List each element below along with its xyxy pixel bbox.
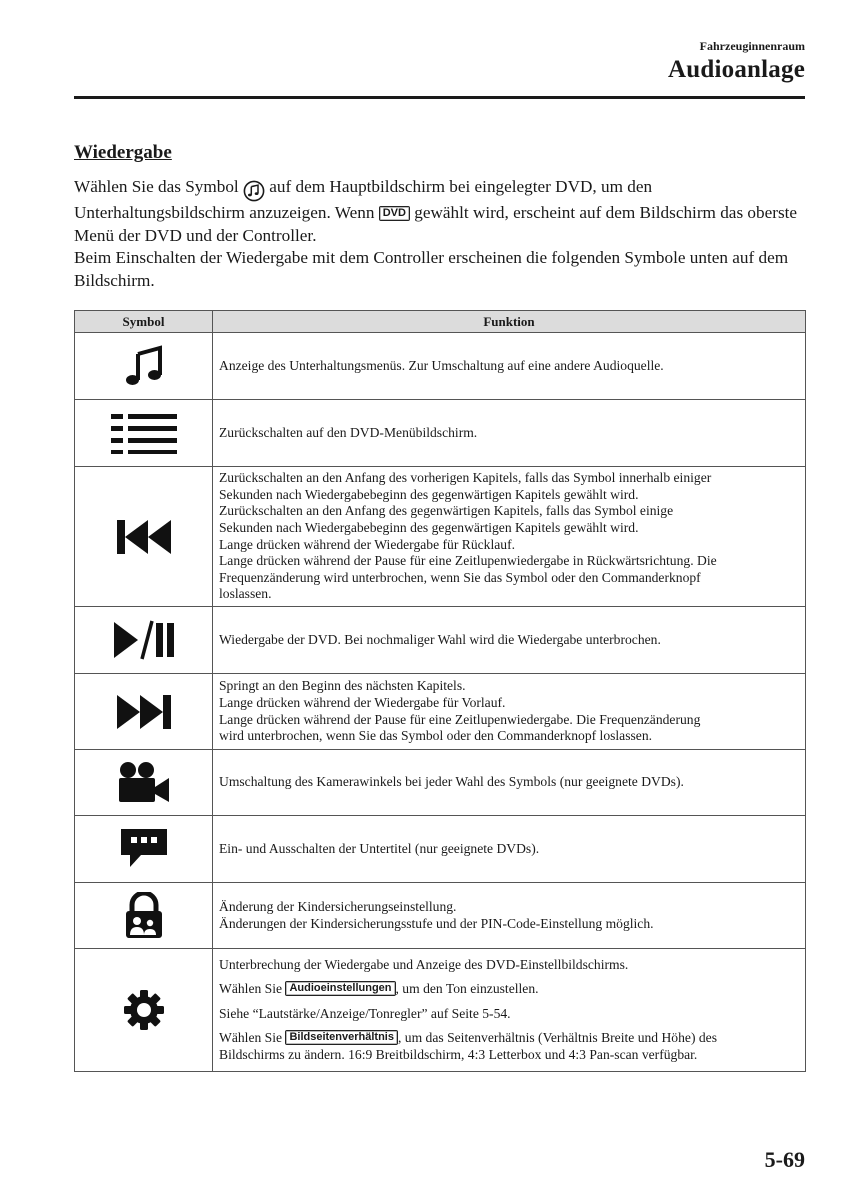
table-row <box>75 333 806 400</box>
function-line: Lange drücken während der Pause für eine Zeitlupenwiedergabe in Rückwärtsrichtung. Die <box>219 553 717 569</box>
settings-line-5: Bildschirms zu ändern. 16:9 Breitbildschirm, 4:3 Letterbox und 4:3 Pan-scan verfügbar. <box>219 1046 698 1062</box>
page-title: Audioanlage <box>668 56 805 83</box>
function-line: Zurückschalten an den Anfang des gegenwärtigen Kapitels, falls das Symbol einige <box>219 503 674 519</box>
music-note-icon <box>122 357 166 372</box>
table-header-row <box>75 311 806 333</box>
table-row <box>75 750 806 816</box>
audio-settings-button-label: Audioeinstellungen <box>285 981 395 996</box>
settings-line-3: Siehe “Lautstärke/Anzeige/Tonregler” auf Seite 5-54. <box>219 1005 511 1021</box>
intro-text-part: gewählt wird, erscheint auf dem Bildschirm das oberste Menü der DVD und der Controller. <box>74 203 798 245</box>
function-line: Wiedergabe der DVD. Bei nochmaliger Wahl wird die Wiedergabe unterbrochen. <box>219 631 661 647</box>
gear-icon <box>122 1001 166 1016</box>
function-text <box>213 400 806 467</box>
section-heading: Wiedergabe <box>74 142 172 163</box>
function-line: Ein- und Ausschalten der Untertitel (nur geeignete DVDs). <box>219 840 540 856</box>
function-line: Sekunden nach Wiedergabebeginn des gegenwärtigen Kapitels gewählt wird. <box>219 519 639 535</box>
table-row <box>75 883 806 949</box>
table-row <box>75 674 806 750</box>
aspect-ratio-button-label: Bildseitenverhältnis <box>285 1030 398 1045</box>
header-divider <box>74 96 805 99</box>
function-line: Sekunden nach Wiedergabebeginn des gegenwärtigen Kapitels gewählt wird. <box>219 486 639 502</box>
text-part: , um den Ton einzustellen. <box>395 981 539 997</box>
symbol-function-table <box>74 310 806 1072</box>
intro-paragraph-1 <box>74 176 809 247</box>
dvd-button-label: DVD <box>379 206 410 221</box>
function-line: wird unterbrochen, wenn Sie das Symbol oder den Commanderknopf loslassen. <box>219 728 653 744</box>
function-line: Änderung der Kindersicherungseinstellung. <box>219 898 457 914</box>
list-menu-icon <box>109 424 179 439</box>
function-line: Umschaltung des Kamerawinkels bei jeder Wahl des Symbols (nur geeignete DVDs). <box>219 774 684 790</box>
settings-line-4 <box>219 1030 799 1047</box>
table-row <box>75 400 806 467</box>
intro-paragraph-2: Beim Einschalten der Wiedergabe mit dem Controller erscheinen die folgenden Symbole unten auf dem Bildschirm. <box>74 248 789 290</box>
column-header-symbol: Symbol <box>75 311 213 333</box>
function-line: Änderungen der Kindersicherungsstufe und der PIN-Code-Einstellung möglich. <box>219 915 654 931</box>
table-row <box>75 949 806 1072</box>
subtitle-icon <box>119 840 169 855</box>
table-row <box>75 467 806 607</box>
function-line: Zurückschalten an den Anfang des vorherigen Kapitels, falls das Symbol innerhalb einiger <box>219 470 712 486</box>
camera-angle-icon <box>116 774 172 789</box>
text-part: Wählen Sie <box>219 981 286 997</box>
table-row <box>75 607 806 674</box>
text-part: Wählen Sie <box>219 1030 286 1046</box>
function-line: Zurückschalten auf den DVD-Menübildschirm. <box>219 424 478 440</box>
function-line: Lange drücken während der Wiedergabe für Vorlauf. <box>219 694 506 710</box>
skip-back-icon <box>115 528 173 543</box>
function-text <box>213 674 806 750</box>
intro-text-part: Wählen Sie das Symbol <box>74 177 243 196</box>
function-text <box>213 883 806 949</box>
play-pause-icon <box>112 631 176 646</box>
function-text <box>213 816 806 883</box>
parental-lock-icon <box>123 907 165 922</box>
function-line: Anzeige des Unterhaltungsmenüs. Zur Umschaltung auf eine andere Audioquelle. <box>219 357 664 373</box>
text-part: , um das Seitenverhältnis (Verhältnis Breite und Höhe) des <box>397 1030 717 1046</box>
table-row <box>75 816 806 883</box>
function-line: Springt an den Beginn des nächsten Kapitels. <box>219 678 466 694</box>
music-note-circle-icon <box>243 179 265 202</box>
settings-line-2 <box>219 981 799 998</box>
function-text <box>213 750 806 816</box>
function-text <box>213 333 806 400</box>
function-text <box>213 467 806 607</box>
function-line: loslassen. <box>219 586 272 602</box>
intro-text <box>74 176 809 292</box>
function-text <box>213 607 806 674</box>
function-line: Lange drücken während der Pause für eine Zeitlupenwiedergabe. Die Frequenzänderung <box>219 711 701 727</box>
skip-forward-icon <box>115 703 173 718</box>
settings-line-1: Unterbrechung der Wiedergabe und Anzeige des DVD-Einstellbildschirms. <box>219 956 629 972</box>
header-section-label: Fahrzeuginnenraum <box>699 39 805 53</box>
function-text <box>213 949 806 1072</box>
function-line: Frequenzänderung wird unterbrochen, wenn Sie das Symbol oder den Commanderknopf <box>219 569 701 585</box>
intro-text-part: auf dem Hauptbildschirm bei eingelegter DVD, um den Unterhaltungsbildschirm anzuzeigen. Wenn <box>74 177 653 223</box>
function-line: Lange drücken während der Wiedergabe für Rücklauf. <box>219 536 515 552</box>
column-header-function: Funktion <box>213 311 806 333</box>
page-number: 5-69 <box>764 1147 805 1172</box>
